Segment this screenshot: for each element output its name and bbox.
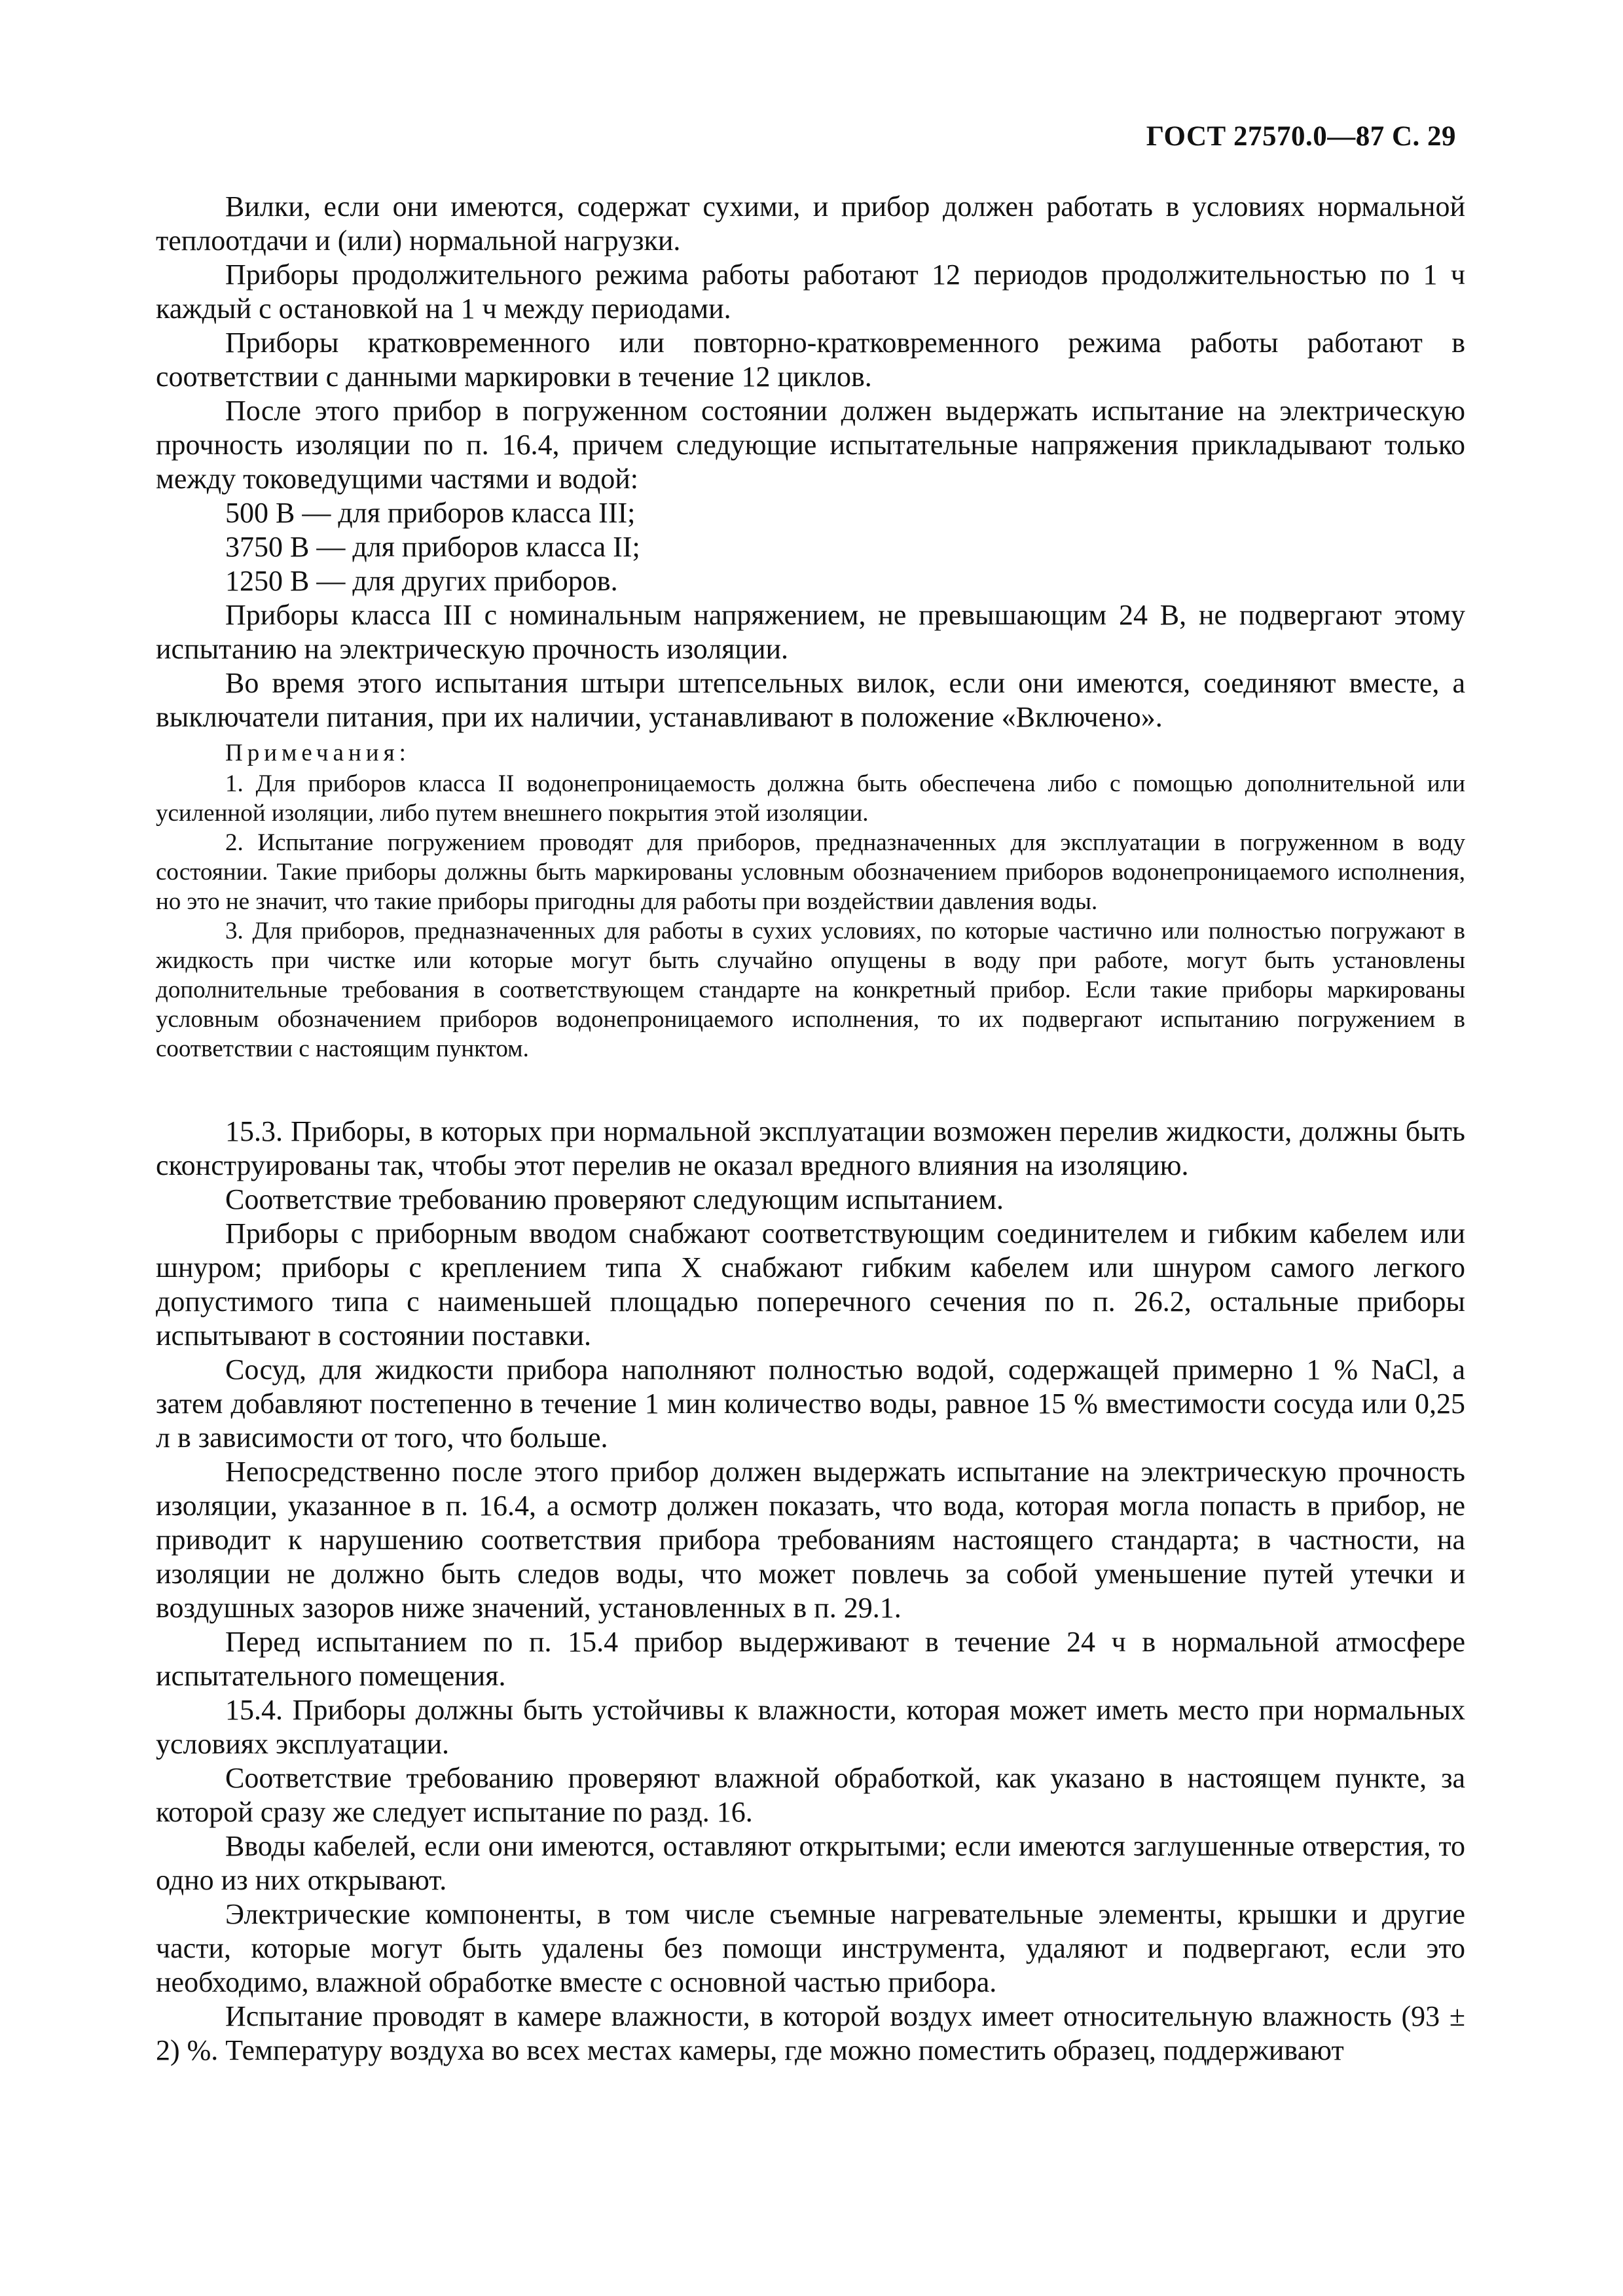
paragraph: Непосредственно после этого прибор должен выдержать испытание на электрическую прочность изоляции, указанное в п. 16.4, а осмотр должен показать, что вода, которая могла попасть в прибор, не приводит к нарушению соответствия прибора требованиям настоящего стандарта; в частности, на изоляции не должно быть следов воды, что может повлечь за собой уменьшение путей утечки и воздушных зазоров ниже значений, установленных в п. 29.1. [156,1456,1465,1624]
voltage-list-item: 500 В — для приборов класса III; [225,497,636,529]
note-item: 2. Испытание погружением проводят для приборов, предназначенных для эксплуатации в погруженном в воду состоянии. Такие приборы должны быть маркированы условным обозначением приборов водонепроницаемого исполнения, но это не значит, что такие приборы пригодны для работы при воздействии давления воды. [156,829,1465,915]
paragraph: Приборы продолжительного режима работы работают 12 периодов продолжительностью по 1 ч каждый с остановкой на 1 ч между периодами. [156,259,1465,325]
paragraph: 15.4. Приборы должны быть устойчивы к влажности, которая может иметь место при нормальных условиях эксплуатации. [156,1694,1465,1760]
paragraph: Приборы с приборным вводом снабжают соответствующим соединителем и гибким кабелем или шнуром; приборы с креплением типа X снабжают гибким кабелем или шнуром самого легкого допустимого типа с наименьшей площадью поперечного сечения по п. 26.2, остальные приборы испытывают в состоянии поставки. [156,1217,1465,1352]
paragraph: Вилки, если они имеются, содержат сухими, и прибор должен работать в условиях нормальной теплоотдачи и (или) нормальной нагрузки. [156,190,1465,257]
text-block-upper [156,190,1465,734]
paragraph: Во время этого испытания штыри штепсельных вилок, если они имеются, соединяют вместе, а выключатели питания, при их наличии, устанавливают в положение «Включено». [156,667,1465,733]
note-item: 1. Для приборов класса II водонепроницаемость должна быть обеспечена либо с помощью дополнительной или усиленной изоляции, либо путем внешнего покрытия этой изоляции. [156,770,1465,827]
paragraph: Приборы кратковременного или повторно-кратковременного режима работы работают в соответствии с данными маркировки в течение 12 циклов. [156,327,1465,393]
paragraph: Перед испытанием по п. 15.4 прибор выдерживают в течение 24 ч в нормальной атмосфере испытательного помещения. [156,1626,1465,1692]
page-header: ГОСТ 27570.0—87 С. 29 [1146,121,1456,152]
paragraph: После этого прибор в погруженном состоянии должен выдержать испытание на электрическую прочность изоляции по п. 16.4, причем следующие испытательные напряжения прикладывают только между токоведущими частями и водой: [156,395,1465,495]
paragraph: Электрические компоненты, в том числе съемные нагревательные элементы, крышки и другие части, которые могут быть удалены без помощи инструмента, удаляют и подвергают, если это необходимо, влажной обработке вместе с основной частью прибора. [156,1898,1465,1998]
notes-heading: Примечания: [225,740,410,766]
paragraph: Вводы кабелей, если они имеются, оставляют открытыми; если имеются заглушенные отверстия, то одно из них открывают. [156,1830,1465,1896]
voltage-list-item: 1250 В — для других приборов. [225,565,618,597]
paragraph: 15.3. Приборы, в которых при нормальной эксплуатации возможен перелив жидкости, должны быть сконструированы так, чтобы этот перелив не оказал вредного влияния на изоляцию. [156,1115,1465,1181]
note-item: 3. Для приборов, предназначенных для работы в сухих условиях, по которые частично или полностью погружают в жидкость при чистке или которые могут быть случайно опущены в воду при работе, могут быть установлены дополнительные требования в соответствующем стандарте на конкретный прибор. Если такие приборы маркированы условным обозначением приборов водонепроницаемого исполнения, то их подвергают испытанию погружением в соответствии с настоящим пунктом. [156,918,1465,1062]
paragraph: Приборы класса III с номинальным напряжением, не превышающим 24 В, не подвергают этому испытанию на электрическую прочность изоляции. [156,599,1465,665]
paragraph: Сосуд, для жидкости прибора наполняют полностью водой, содержащей примерно 1 % NaCl, а затем добавляют постепенно в течение 1 мин количество воды, равное 15 % вместимости сосуда или 0,25 л в зависимости от того, что больше. [156,1354,1465,1454]
voltage-list-item: 3750 В — для приборов класса II; [225,531,640,563]
text-block-lower [156,1115,1465,2068]
paragraph: Соответствие требованию проверяют следующим испытанием. [225,1183,1004,1215]
paragraph: Испытание проводят в камере влажности, в которой воздух имеет относительную влажность (93 ± 2) %. Температуру воздуха во всех местах камеры, где можно поместить образец, поддерживают [156,2000,1465,2066]
paragraph: Соответствие требованию проверяют влажной обработкой, как указано в настоящем пункте, за которой сразу же следует испытание по разд. 16. [156,1762,1465,1828]
notes-block [156,738,1465,1064]
